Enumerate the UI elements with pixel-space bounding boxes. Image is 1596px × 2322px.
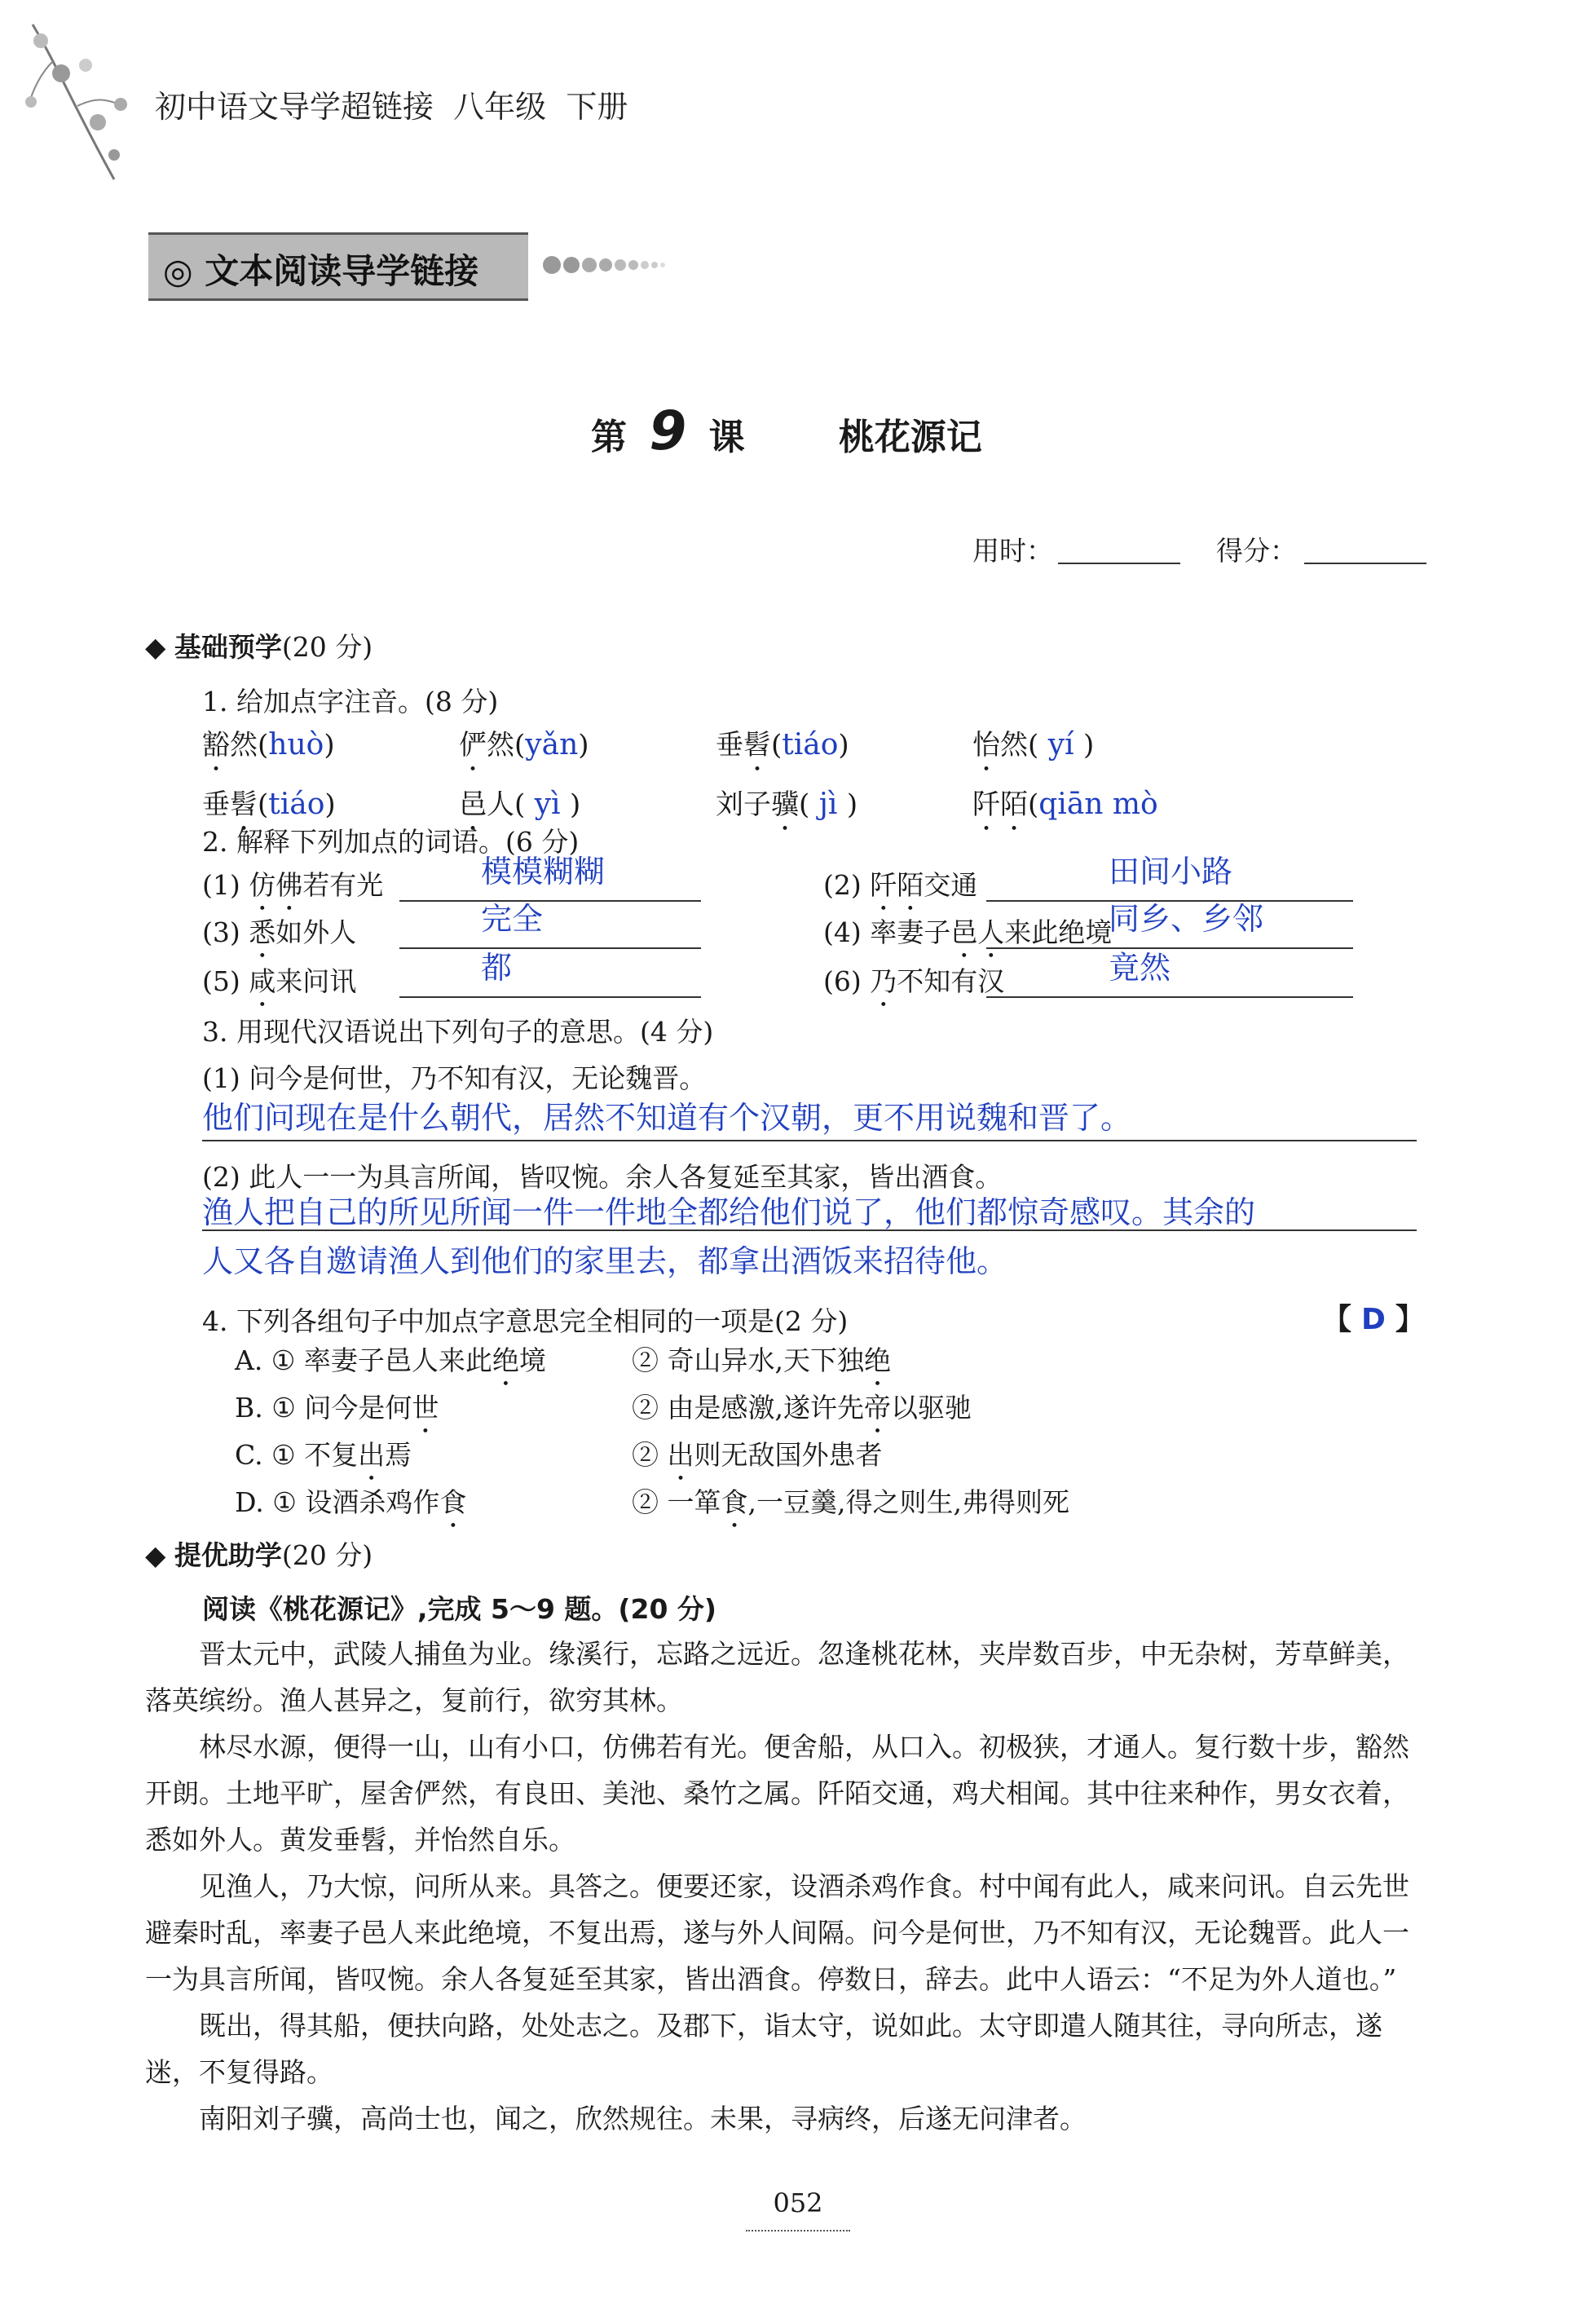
definition-answer: 都 [481,950,513,986]
text-post: ,一豆羹,得之则生,弗得则死 [747,1486,1069,1518]
dotted-char: 帝 [863,1392,891,1424]
q3-answer-1: 他们问现在是什么朝代，居然不知道有个汉朝，更不用说魏和晋了。 [202,1100,1132,1136]
text-post: 交通 [924,869,978,901]
pinyin-answer: qiān mò [1038,788,1158,821]
option-row [235,1387,439,1440]
lesson-num-prefix: 第 [591,417,627,458]
q3-sentence-2: (2) 此人一一为具言所闻，皆叹惋。余人各复延至其家，皆出酒食。 [202,1161,1003,1193]
q1-title: 1. 给加点字注音。(8 分) [202,686,499,717]
dotted-char: 出 [358,1439,386,1471]
dotted-char: 出 [667,1439,694,1471]
text-close: ) [1083,729,1095,761]
section-banner [148,232,528,301]
definition-answer: 竟然 [1109,950,1171,986]
pinyin-answer: jì [809,788,847,821]
pinyin-item [459,722,716,778]
text-post: 则无敌国外患者 [694,1439,883,1471]
dotted-char: 乃 [870,965,897,997]
item-number: (6) [823,965,871,997]
text-pre: ② 由是感激,遂许先 [632,1392,864,1424]
text-post: 境 [518,1344,546,1376]
text-post: ( [771,729,783,761]
dotted-char: 阡陌 [870,869,924,901]
reading-intro: 阅读《桃花源记》,完成 5～9 题。(20 分) [202,1593,717,1625]
definition-item [202,864,383,917]
pinyin-answer: tiáo [268,788,325,821]
text-post: 若有光 [302,869,384,901]
definition-answer: 完全 [481,901,544,937]
option-row-second [632,1481,1069,1534]
option-row [235,1481,466,1534]
pinyin-answer: yǎn [525,728,579,761]
text-post: 然( [230,729,269,761]
pinyin-item [202,722,459,778]
passage-paragraph: 南阳刘子骥，高尚士也，闻之，欣然规往。未果，寻病终，后遂无问津者。 [199,2103,1087,2134]
lesson-title: 桃花源记 [838,417,982,458]
text-pre: 垂 [716,729,743,761]
item-number: (1) [202,869,249,901]
text-close: ) [570,788,581,821]
q4-answer: D [1361,1303,1386,1336]
q1-items [202,722,1441,837]
dotted-char: 仿佛 [249,869,303,901]
q3-line-2 [202,1229,1417,1231]
option-row-second [632,1387,972,1440]
answer-line[interactable] [399,947,701,949]
passage-paragraph: 晋太元中，武陵人捕鱼为业。缘溪行，忘路之远近。忽逢桃花林，夹岸数百步，中无杂树，芳草鲜美，落英缤纷。渔人甚异之，复前行，欲穷其林。 [145,1638,1409,1716]
text-post: 然( [487,729,526,761]
dotted-char: 邑人 [950,916,1005,948]
section1-title: 基础预学 [174,631,282,663]
score-blank[interactable] [1304,563,1426,564]
q4-title: 4. 下列各组句子中加点字意思完全相同的一项是(2 分) [202,1305,849,1337]
text-close: ) [578,729,589,761]
pinyin-item [716,781,972,837]
answer-line[interactable] [399,996,701,998]
option-letter: D. ① [235,1486,306,1518]
page-number-rule [746,2230,850,2232]
banner-label: ◎ 文本阅读导学链接 [163,251,479,291]
lesson-num: 9 [649,400,687,462]
option-row-second [632,1434,883,1487]
lesson-heading [591,400,982,462]
diamond-icon: ◆ [145,631,166,663]
passage-paragraph: 林尽水源，便得一山，山有小口，仿佛若有光。便舍船，从口入。初极狭，才通人。复行数十步，豁然开朗。土地平旷，屋舍俨然，有良田、美池、桑竹之属。阡陌交通，鸡犬相闻。其中往来种作，男女衣着，悉如外人。黄发垂髫，并怡然自乐。 [145,1731,1409,1856]
text-pre: 率妻子 [870,916,951,948]
dotted-char: 髫 [743,729,771,761]
passage-paragraph: 见渔人，乃大惊，问所从来。具答之。便要还家，设酒杀鸡作食。村中闻有此人，咸来问讯。自云先世避秦时乱，率妻子邑人来此绝境，不复出焉，遂与外人间隔。问今是何世，乃不知有汉，无论魏晋。此人一一为具言所闻，皆叹惋。余人各复延至其家，皆出酒食。停数日，辞去。此中人语云：“不足为外人道也。” [145,1870,1409,1995]
text-post: 如外人 [276,916,357,948]
definition-item [202,960,356,1013]
time-label: 用时： [972,535,1053,567]
dotted-char: 豁 [202,729,230,761]
section2-title: 提优助学 [174,1539,282,1571]
q4-answer-bracket [1322,1296,1425,1338]
q3-answer-2-line-2: 人又各自邀请渔人到他们的家里去，都拿出酒饭来招待他。 [202,1243,1008,1279]
pinyin-answer: yì [525,788,571,821]
section1-score: (20 分) [281,631,373,663]
q2-title: 2. 解释下列加点的词语。(6 分) [202,826,580,858]
text-pre: 不复 [304,1439,359,1471]
bracket-left: 【 [1322,1302,1352,1336]
text-pre: 问今是何 [304,1392,412,1424]
pinyin-answer: yí [1038,728,1084,761]
dotted-char: 怡 [972,729,1000,761]
diamond-icon: ◆ [145,1539,166,1571]
dotted-char: 髫 [230,788,258,821]
text-pre: ② [632,1439,668,1471]
text-close: ) [846,788,858,821]
text-close: ) [324,729,335,761]
text-pre: 率妻子邑人来此 [303,1344,492,1376]
dotted-char: 俨 [459,729,487,761]
text-close: ) [324,788,336,821]
answer-line[interactable] [986,996,1353,998]
pinyin-item [716,722,972,778]
item-number: (5) [202,965,249,997]
plum-branch-illustration [16,16,139,204]
dotted-char: 悉 [249,916,276,948]
text-post: 不知有汉 [897,965,1005,997]
option-letter: A. ① [235,1344,304,1376]
q3-sentence-1: (1) 问今是何世，乃不知有汉，无论魏晋。 [202,1062,707,1094]
definition-item [823,912,1112,965]
option-row-second [632,1340,891,1393]
text-post: 人( [487,788,526,821]
answer-line[interactable] [399,900,701,902]
text-post: 以驱驰 [890,1392,972,1424]
pinyin-item [972,722,1229,778]
item-number: (2) [823,869,871,901]
text-post: 焉 [385,1439,412,1471]
page-number: 052 [773,2187,823,2218]
text-pre: ② 一箪 [632,1486,721,1518]
pinyin-answer: tiáo [782,728,839,761]
q3-title: 3. 用现代汉语说出下列句子的意思。(4 分) [202,1016,714,1048]
dotted-char: 骥 [771,788,799,821]
passage-paragraph: 既出，得其船，便扶向路，处处志之。及郡下，诣太守，说如此。太守即遣人随其往，寻向所志，遂迷，不复得路。 [145,2010,1382,2088]
text-pre: 设酒杀鸡作 [305,1486,440,1518]
section2-heading [145,1534,373,1573]
bracket-right: 】 [1395,1302,1425,1336]
book-title: 初中语文导学超链接 八年级 下册 [155,89,628,125]
banner-dots [542,255,705,275]
lesson-num-suffix: 课 [708,417,745,458]
option-letter: B. ① [235,1392,305,1424]
item-number: (3) [202,916,249,948]
pinyin-item [972,781,1229,837]
dotted-char: 食 [721,1486,748,1518]
definition-item [202,912,356,965]
text-post: ( [799,788,810,821]
q3-answer-2-line-1: 渔人把自己的所见所闻一件一件地全都给他们说了，他们都惊奇感叹。其余的 [202,1194,1256,1230]
text-post: ( [258,788,269,821]
dotted-char: 绝 [863,1344,891,1376]
dotted-char: 世 [412,1392,439,1424]
item-number: (4) [823,916,871,948]
text-pre: 刘子 [716,788,771,821]
text-close: ) [838,729,849,761]
option-letter: C. ① [235,1439,305,1471]
text-pre: ② 奇山异水,天下独 [632,1344,864,1376]
text-post: ( [1028,788,1039,821]
dotted-char: 咸 [249,965,276,997]
dotted-char: 邑 [459,788,487,821]
section1-heading [145,626,373,664]
text-post: 来此绝境 [1004,916,1113,948]
text-pre: 垂 [202,788,230,821]
section2-score: (20 分) [281,1539,373,1571]
pinyin-answer: huò [268,728,324,761]
text-post: 然( [1000,729,1039,761]
time-blank[interactable] [1058,563,1180,564]
definition-answer: 模模糊糊 [481,854,606,890]
definition-item [823,960,1004,1013]
dotted-char: 食 [439,1486,467,1518]
score-label: 得分： [1216,535,1297,567]
q3-line-1 [202,1140,1417,1141]
dotted-char: 阡陌 [972,788,1028,821]
option-row [235,1434,412,1487]
option-row [235,1340,546,1393]
text-post: 来问讯 [276,965,357,997]
definition-answer: 同乡、乡邻 [1109,901,1264,937]
reading-passage [145,1631,1417,2142]
definition-item [823,864,977,917]
dotted-char: 绝 [492,1344,519,1376]
definition-answer: 田间小路 [1109,854,1233,890]
